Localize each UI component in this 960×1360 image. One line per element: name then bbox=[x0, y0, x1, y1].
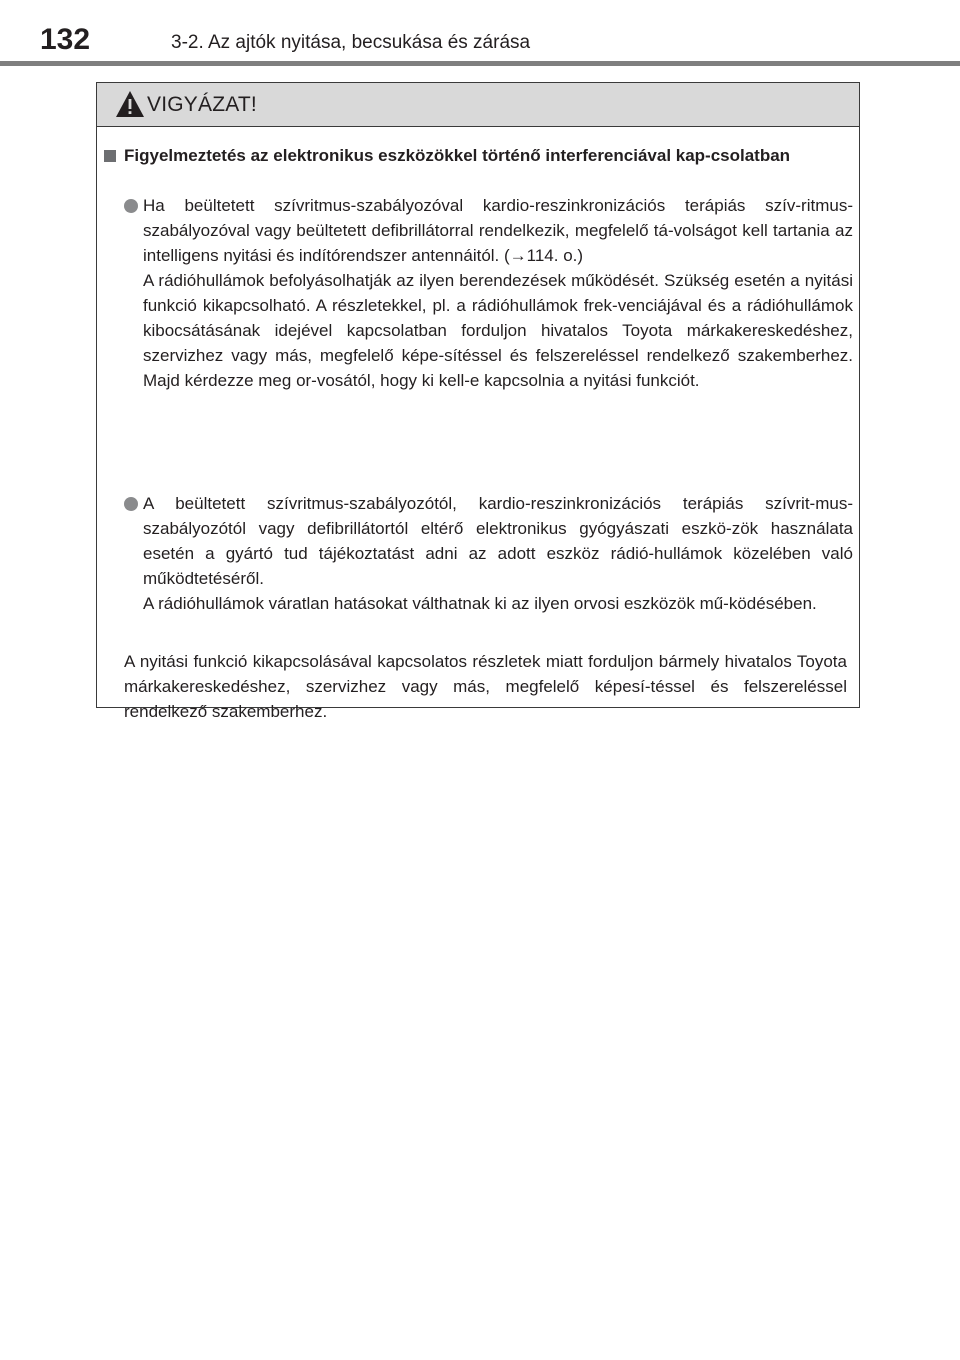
bullet-2-paragraph-1: A beültetett szívritmus-szabályozótól, kardio-reszinkronizációs terápiás szívrit-mus-szabályozótól vagy defibrillátortól eltérő elektronikus gyógyászati eszkö-zök használata esetén a gyártó tud tájékoztatást adni az adott eszköz rádió-hullámok közelében való működtetéséről. bbox=[143, 494, 853, 588]
section-title: 3-2. Az ajtók nyitása, becsukása és zárása bbox=[171, 32, 531, 53]
warning-title: VIGYÁZAT! bbox=[147, 93, 257, 116]
square-bullet-icon bbox=[104, 150, 116, 162]
round-bullet-icon bbox=[124, 497, 138, 511]
warning-box bbox=[96, 82, 860, 721]
warning-header bbox=[97, 83, 859, 127]
warning-heading bbox=[104, 143, 853, 168]
header-divider bbox=[0, 61, 960, 66]
closing-note-text: A nyitási funkció kikapcsolásával kapcsolatos részletek miatt forduljon bármely hivatalos Toyota márkakereskedéshez, szervizhez vagy más, megfelelő képesí-téssel és felszereléssel rendelkező szakemberhez. bbox=[124, 652, 847, 721]
closing-note bbox=[124, 649, 847, 724]
warning-heading-text: Figyelmeztetés az elektronikus eszközökkel történő interferenciával kap-csolatban bbox=[124, 146, 791, 165]
bullet-1-paragraph-1: Ha beültetett szívritmus-szabályozóval kardio-reszinkronizációs terápiás szív-ritmus-szabályozóval vagy beültetett defibrillátorral rendelkezik, megfelelő tá-volságot kell tartania az intelligens nyitási és indítórendszer antennáitól. (→114. o.) bbox=[143, 196, 853, 265]
bullet-item-1 bbox=[124, 193, 853, 393]
warning-triangle-icon bbox=[115, 90, 145, 118]
bullet-1-paragraph-2: A rádióhullámok befolyásolhatják az ilyen berendezések működését. Szükség esetén a nyitási funkció kikapcsolható. A részletekkel, pl. a rádióhullámok frek-venciájával és a rádióhullámok kibocsátásának idejével kapcsolatban forduljon hivatalos Toyota márkakereskedéshez, szervizhez vagy más, megfelelő képe-sítéssel és felszereléssel rendelkező szakemberhez. Majd kérdezze meg or-vosától, hogy ki kell-e kapcsolnia a nyitási funkciót. bbox=[143, 271, 853, 390]
bullet-item-2 bbox=[124, 491, 853, 616]
bullet-2-paragraph-2: A rádióhullámok váratlan hatásokat válthatnak ki az ilyen orvosi eszközök mű-ködésében. bbox=[143, 594, 817, 613]
page-number: 132 bbox=[40, 23, 91, 56]
round-bullet-icon bbox=[124, 199, 138, 213]
